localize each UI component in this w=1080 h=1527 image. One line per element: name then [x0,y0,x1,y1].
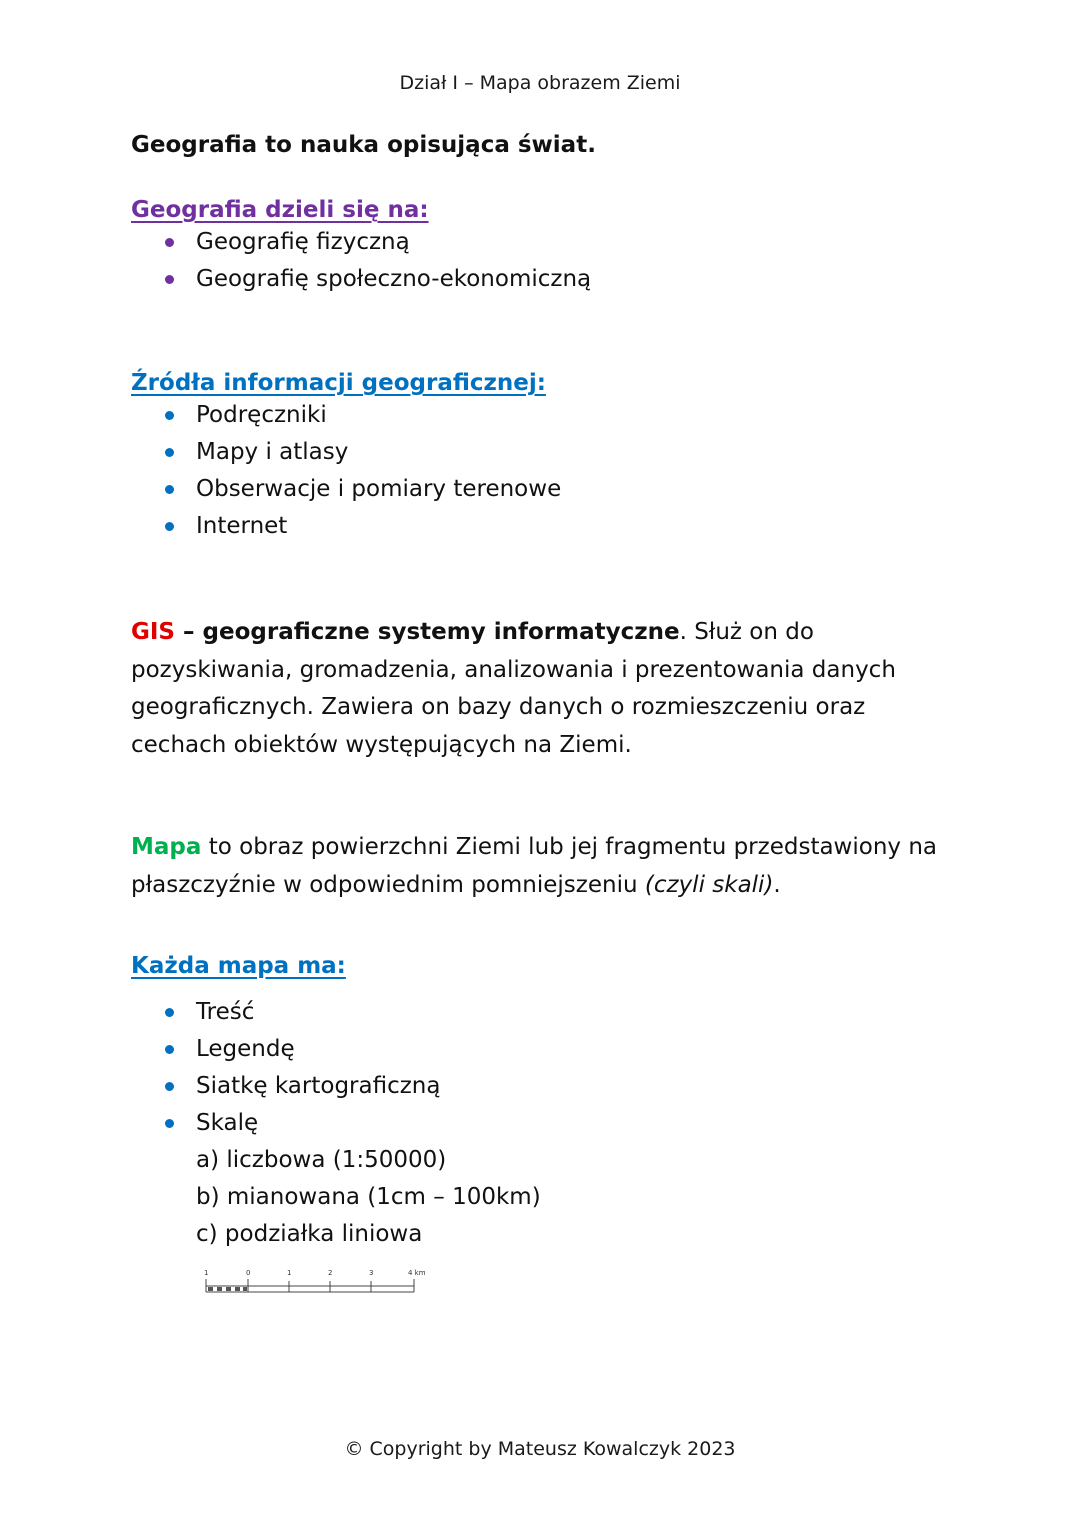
sources-section [131,370,951,545]
list-item: Geografię społeczno-ekonomiczną [131,261,951,298]
scale-label: 0 [246,1269,251,1277]
scale-label: 3 [369,1269,374,1277]
scale-label: 1 [204,1269,209,1277]
bullet-icon [165,411,174,420]
map-parts-list [131,994,951,1142]
list-item: Siatkę kartograficzną [131,1068,951,1105]
bullet-icon [165,275,174,284]
bullet-icon [165,1045,174,1054]
map-parts-heading: Każda mapa ma: [131,953,346,979]
map-italic-note: (czyli skali) [644,871,774,898]
scale-type-named: b) mianowana (1cm – 100km) [196,1184,541,1210]
list-item: Skalę [131,1105,951,1142]
bullet-icon [165,1008,174,1017]
list-item: Mapy i atlasy [131,434,951,471]
map-term: Mapa [131,834,202,860]
map-parts-section [131,953,951,1253]
scale-type-numeric: a) liczbowa (1:50000) [196,1147,447,1173]
list-item: Internet [131,508,951,545]
scale-label: 1 [287,1269,292,1277]
list-item: Treść [131,994,951,1031]
bullet-icon [165,1082,174,1091]
bullet-icon [165,485,174,494]
list-item: Obserwacje i pomiary terenowe [131,471,951,508]
gis-term: GIS [131,619,176,645]
bullet-icon [165,238,174,247]
bullet-icon [165,1119,174,1128]
linear-scale-bar-icon [203,1267,435,1297]
scale-label: 4 km [408,1269,426,1277]
sources-heading: Źródła informacji geograficznej: [131,370,546,396]
map-body: to obraz powierzchni Ziemi lub jej fragmentu przedstawiony na płaszczyźnie w odpowiednim pomniejszeniu [131,834,938,898]
map-end: . [773,871,781,898]
list-item: Legendę [131,1031,951,1068]
bullet-icon [165,522,174,531]
sources-list [131,397,951,545]
scale-label: 2 [328,1269,333,1277]
list-item: Podręczniki [131,397,951,434]
gis-paragraph [131,614,951,764]
bullet-icon [165,448,174,457]
branches-list [131,224,951,298]
gis-body: . Służ on do pozyskiwania, gromadzenia, analizowania i prezentowania danych geograficznych. Zawiera on bazy danych o rozmieszczeniu oraz cechach obiektów występujących na Ziemi. [131,619,896,758]
scale-type-linear: c) podziałka liniowa [196,1221,423,1247]
list-item: Geografię fizyczną [131,224,951,261]
intro-sentence: Geografia to nauka opisująca świat. [131,132,596,158]
branches-heading: Geografia dzieli się na: [131,197,429,223]
gis-definition: – geograficzne systemy informatyczne [175,619,680,645]
branches-section [131,197,951,298]
page-footer: © Copyright by Mateusz Kowalczyk 2023 [344,1438,736,1460]
map-definition-paragraph [131,829,951,904]
page-header: Dział I – Mapa obrazem Ziemi [399,72,681,94]
